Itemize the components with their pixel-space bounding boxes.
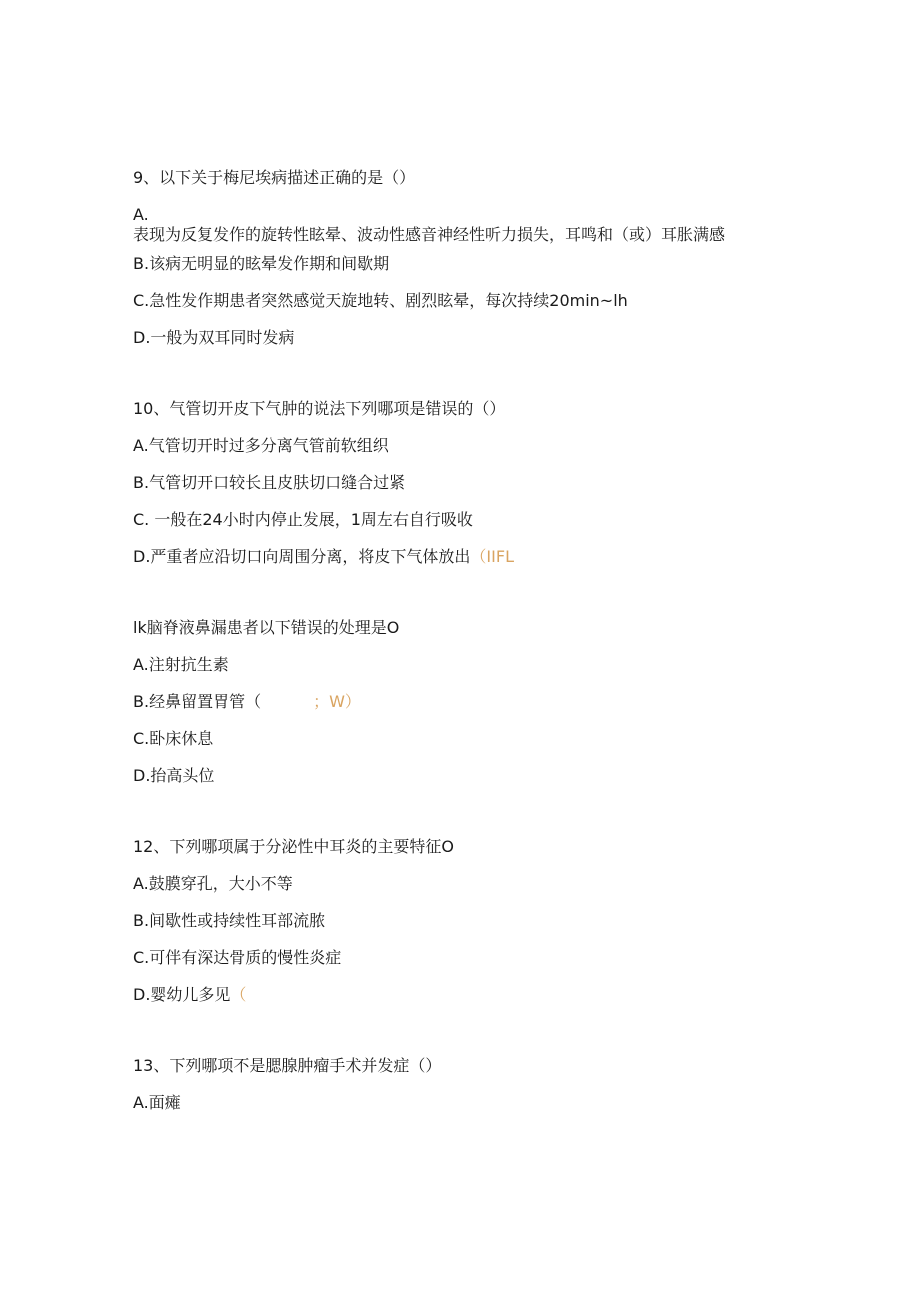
q12-option-d-text: D.婴幼儿多见 <box>133 985 231 1004</box>
q12-option-a: A.鼓膜穿孔，大小不等 <box>133 874 293 893</box>
q11-option-c: C.卧床休息 <box>133 729 214 748</box>
q13-stem: 13、下列哪项不是腮腺肿瘤手术并发症（） <box>133 1056 442 1075</box>
q10-option-b: B.气管切开口较长且皮肤切口缝合过紧 <box>133 473 406 492</box>
q9-option-b: B.该病无明显的眩晕发作期和间歇期 <box>133 254 390 273</box>
q10-option-d-annotation: （IIFL <box>470 547 514 566</box>
q10-stem: 10、气管切开皮下气肿的说法下列哪项是错误的（） <box>133 399 506 418</box>
q9-option-d: D.一般为双耳同时发病 <box>133 328 295 347</box>
q13-option-a: A.面瘫 <box>133 1093 181 1112</box>
q11-option-a: A.注射抗生素 <box>133 655 229 674</box>
q10-option-a: A.气管切开时过多分离气管前软组织 <box>133 436 389 455</box>
q12-stem: 12、下列哪项属于分泌性中耳炎的主要特征O <box>133 837 454 856</box>
q11-stem: lk脑脊液鼻漏患者以下错误的处理是O <box>133 618 400 637</box>
q9-option-a-text: 表现为反复发作的旋转性眩晕、波动性感音神经性听力损失，耳鸣和（或）耳胀满感 <box>133 225 726 244</box>
q12-option-b: B.间歇性或持续性耳部流脓 <box>133 911 326 930</box>
q11-option-b-text: B.经鼻留置胃管（ <box>133 692 262 711</box>
q11-option-d: D.抬高头位 <box>133 766 215 785</box>
q9-option-c: C.急性发作期患者突然感觉天旋地转、剧烈眩晕，每次持续20min~lh <box>133 291 628 310</box>
q12-option-d <box>133 985 246 1005</box>
q10-option-d-text: D.严重者应沿切口向周围分离，将皮下气体放出 <box>133 547 471 566</box>
q10-option-d <box>133 547 514 567</box>
q11-option-b-annotation: ；W） <box>313 692 361 711</box>
q12-option-c: C.可伴有深达骨质的慢性炎症 <box>133 948 342 967</box>
q9-stem: 9、以下关于梅尼埃病描述正确的是（） <box>133 168 416 187</box>
q12-option-d-annotation: （ <box>230 985 247 1004</box>
q10-option-c: C. 一般在24小时内停止发展，1周左右自行吸收 <box>133 510 473 529</box>
q9-option-a-label: A. <box>133 205 149 224</box>
q11-option-b <box>133 692 361 712</box>
